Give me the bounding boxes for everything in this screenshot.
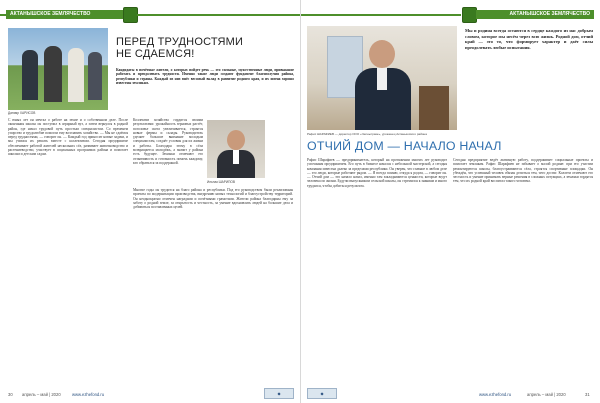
website-link: www.ezhefond.ru — [72, 392, 105, 397]
person-photo — [307, 26, 457, 130]
photo-caption: Данияр ХАРИСОВ — [8, 111, 36, 115]
magazine-logo-icon: ◆ — [307, 388, 337, 399]
section-header: АКТАНЫШСКОЕ ЗЕМЛЯЧЕСТВО — [6, 10, 124, 19]
issue-date: апрель – май | 2020 — [527, 392, 566, 397]
section-header: АКТАНЫШСКОЕ ЗЕМЛЯЧЕСТВО — [476, 10, 594, 19]
emblem-icon — [462, 7, 477, 23]
article-column-1: С юных лет он мечтал о работе на земле и о собственном деле. После окончания школы он поступил в аграрный вуз, а затем вернулся в родной район, где начал трудовой путь простым специалистом. Со временем упорство и трудолюбие помогли ему возглавить хозяйство. — Мы не сдаёмся перед трудностями, — говорит он. — Каждый год приносит новые задачи, и мы учимся их решать вместе с коллективом. Сегодня предприятие обеспечивает работой жителей нескольких сёл, развивает животноводство и растениеводство, участвует в социальных программах района и помогает школам и детским садам. — [8, 118, 128, 157]
page-number: 30 — [8, 392, 13, 397]
article-title: ОТЧИЙ ДОМ — НАЧАЛО НАЧАЛ — [307, 139, 502, 153]
website-link: www.ezhefond.ru — [479, 392, 512, 397]
article-column-3: Многие годы он трудится на благо района и республики. Под его руководством были реализованы проекты по модернизации производства, внедрению новых технологий и благоустройству территорий. Он неоднократно отмечен наградами и почётными грамотами. Жители района благодарны ему за заботу о родной земле, за открытость и честность, за умение вдохновлять людей на большие дела и добиваться поставленных целей. — [133, 188, 293, 210]
article-title: ПЕРЕД ТРУДНОСТЯМИ НЕ СДАЕМСЯ! — [116, 36, 244, 60]
magazine-logo-icon: ◆ — [264, 388, 294, 399]
header-rule — [301, 14, 461, 16]
photo-caption: Ильназ ШАРИПОВ — [207, 180, 236, 184]
group-photo — [8, 28, 108, 110]
article-intro: Мы и родина всегда остаются в сердце каждого из нас добрым словом, которое мы несём через всю жизнь. Родной дом, отчий край — это то, что формирует характер и даёт силы преодолевать любые испытания. — [465, 28, 593, 50]
photo-caption: Рафис ШАРАФИЕВ — директор ООО «Челнытраке», уроженец Актанышского района — [307, 132, 427, 136]
issue-date: апрель – май | 2020 — [22, 392, 61, 397]
page-number: 31 — [585, 392, 590, 397]
emblem-icon — [123, 7, 138, 23]
right-page — [300, 0, 600, 403]
header-rule — [137, 14, 300, 16]
article-column-2: Коллектив хозяйства гордится своими результатами: урожайность зерновых растёт, поголовье скота увеличивается, строятся новые фермы и склады. Руководитель уделяет большое внимание молодым специалистам, создаёт условия для их жизни и работы. Благодаря этому в сёла возвращается молодёжь, а значит у района есть будущее. Земляки отмечают его отзывчивость и готовность помочь каждому, кто обратился за поддержкой. — [133, 118, 203, 165]
portrait-photo — [207, 120, 265, 178]
article-column-2: Сегодня предприятие ведёт активную работу, поддерживает социальные проекты и помогает землякам. Рафис Шарафиев не забывает о малой родине: при его участии ремонтируются школы, благоустраиваются сёла, строятся спортивные площадки. Он убеждён, что успешный человек обязан делиться тем, чего достиг. Коллеги отмечают его честность и умение принимать верные решения в сложных ситуациях, а земляки гордятся тем, что их родной край воспитал такого человека. — [453, 158, 593, 184]
article-column-1: Рафис Шарафиев — предприниматель, который на протяжении многих лет руководит успешным предприятием. Его путь в бизнесе начался с небольшой мастерской, а сегодня компания известна далеко за пределами республики. Он уверен, что главное в любом деле — это люди, которые работают рядом. — Я всегда помню, откуда я родом, — говорит он. — Отчий дом — это начало начал, именно там закладываются ценности, которые ведут человека по жизни. Будучи выпускником сельской школы, он стремился к знаниям и много трудился, чтобы добиться результата. — [307, 158, 447, 188]
article-lead: Кандидаты в почётные жители, о которых пойдет речь — это сильные, мужественные люди, привыкшие работать и преодолевать трудности. Именно такие люди создают фундамент благополучия района, республики и страны. Каждый из них внёс весомый вклад в развитие родного края, и их имена хорошо известны землякам. — [116, 68, 294, 85]
